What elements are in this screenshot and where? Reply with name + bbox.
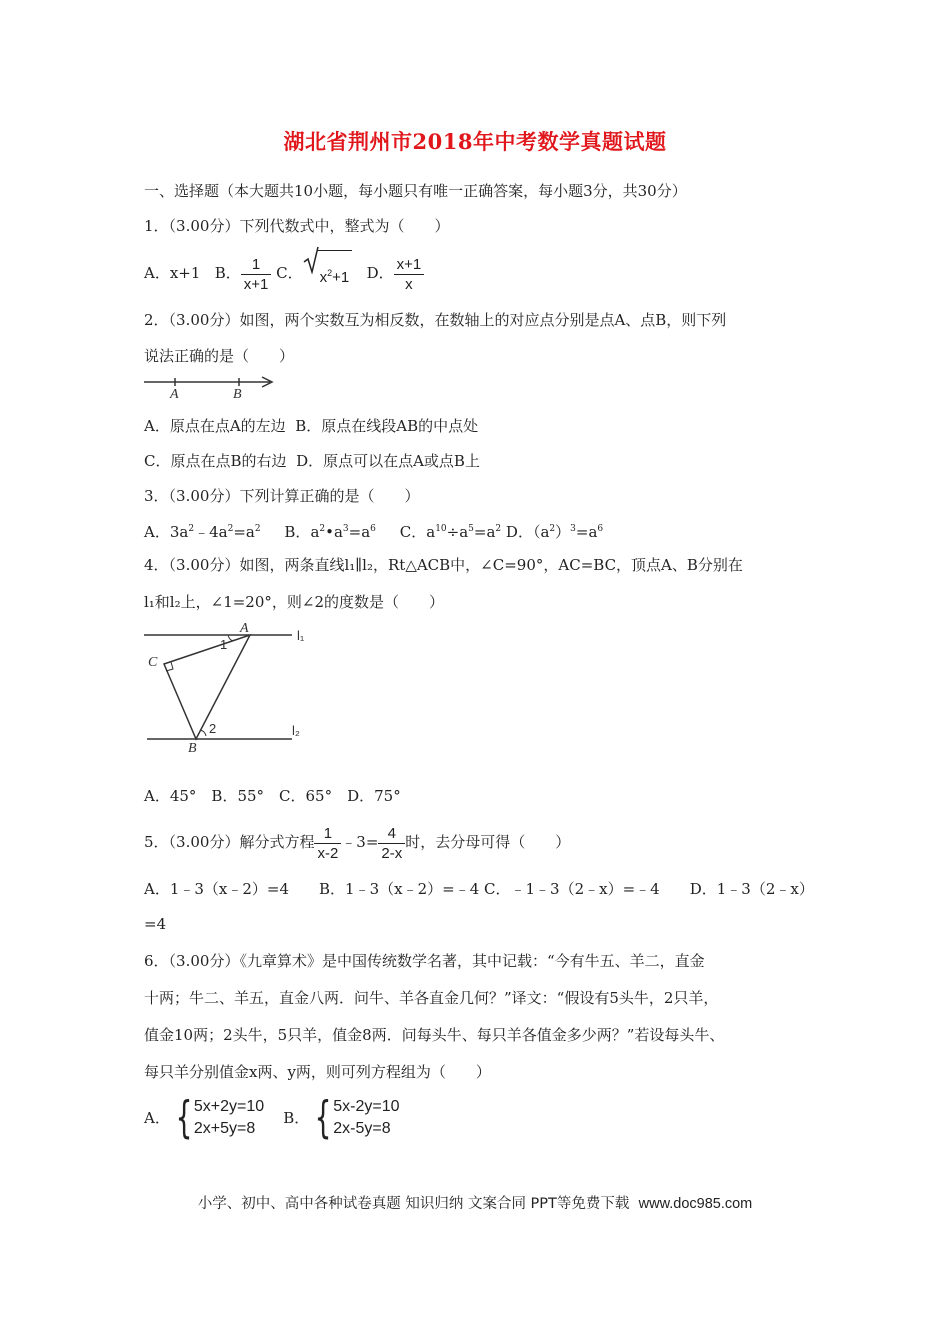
q1-option-d-fraction: $\frac{x+1}{x}$ <box>394 256 425 293</box>
angle-1-label: 1 <box>220 637 228 652</box>
q2-option-a: A．原点在点A的左边 <box>144 417 286 435</box>
question-4-line2: l₁和l₂上，∠1=20°，则∠2的度数是（ ） <box>144 593 445 611</box>
footer-url[interactable]: www.doc985.com <box>638 1196 753 1212</box>
q1-option-c-label: C． <box>276 264 303 282</box>
brace-icon: { <box>175 1092 193 1143</box>
question-2-options-row2 <box>144 451 480 471</box>
question-2-line1: 2．（3.00分）如图，两个实数互为相反数，在数轴上的对应点分别是点A、点B，则下列 <box>144 311 727 329</box>
q5-fraction-1: $\frac{1}{x-2}$ <box>314 825 341 862</box>
question-2-options-row1 <box>144 416 478 436</box>
line-l1-label: l₁ <box>297 628 305 643</box>
q1-option-b-label: B． <box>214 264 241 282</box>
page-footer <box>0 1192 950 1213</box>
q1-option-c-sqrt: $x^2+1$ <box>303 250 353 298</box>
question-4-options: A．45° B．55° C．65° D．75° <box>144 787 401 805</box>
question-6-line1: 6．（3.00分）《九章算术》是中国传统数学名著，其中记载：“今有牛五、羊二，直金 <box>144 952 705 970</box>
question-2-line2: 说法正确的是（ ） <box>144 347 295 365</box>
q1-option-b-fraction: $\frac{1}{x+1}$ <box>241 256 272 293</box>
section-heading: 一、选择题（本大题共10小题，每小题只有唯一正确答案，每小题3分，共30分） <box>144 182 687 200</box>
vertex-b-label: B <box>188 741 197 756</box>
question-5-stem: 5．（3.00分）解分式方程 $\frac{1}{x-2}$ ﹣3= $\frac{4}{2-x}$ 时，去分母可得（ ） <box>144 824 571 862</box>
question-1-stem: 1．（3.00分）下列代数式中，整式为（ ） <box>144 217 450 235</box>
vertex-c-label: C <box>148 655 158 670</box>
question-6-line2: 十两；牛二、羊五，直金八两．问牛、羊各直金几何？”译文：“假设有5头牛，2只羊， <box>144 989 719 1007</box>
footer-text: 小学、初中、高中各种试卷真题 知识归纳 文案合同 PPT等免费下载 <box>197 1196 630 1212</box>
question-6-line4: 每只羊分别值金x两、y两，则可列方程组为（ ） <box>144 1063 491 1081</box>
point-a-label: A <box>170 387 179 402</box>
line-l2-label: l₂ <box>292 723 300 738</box>
question-1-options <box>144 250 424 298</box>
question-5-options-line1: A．1﹣3（x﹣2）=4 B．1﹣3（x﹣2）=﹣4 C．﹣1﹣3（2﹣x）=﹣4 D．1﹣3（2﹣x） <box>144 880 814 898</box>
q1-option-d-label: D． <box>366 264 394 282</box>
question-3-stem: 3．（3.00分）下列计算正确的是（ ） <box>144 487 420 505</box>
brace-icon: { <box>314 1092 332 1143</box>
question-3-options: A．$3a^2﹣4a^2=a^2$ B．$a^2•a^3=a^6$ C．$a^{10}\div a^5=a^2$ D．$(a^2)^3=a^6$ <box>144 523 604 541</box>
point-b-label: B <box>233 387 242 402</box>
q2-option-c: C．原点在点B的右边 <box>144 452 287 470</box>
q5-fraction-2: $\frac{4}{2-x}$ <box>378 825 405 862</box>
question-4-line1: 4．（3.00分）如图，两条直线l₁∥l₂，Rt△ACB中，∠C=90°，AC=BC，顶点A、B分别在 <box>144 556 743 574</box>
question-5-options-line2: =4 <box>144 915 167 933</box>
sqrt-sign-icon <box>303 246 319 274</box>
q1-option-a: A．x+1 <box>144 264 201 282</box>
page-title: 湖北省荆州市2018年中考数学真题试题 <box>283 129 667 154</box>
q6-option-a-system: 5x+2y=10 2x+5y=8 <box>193 1098 265 1137</box>
vertex-a-label: A <box>240 621 249 636</box>
angle-2-label: 2 <box>209 721 217 736</box>
question-6-line3: 值金10两；2头牛，5只羊，值金8两．问每头牛、每只羊各值金多少两？”若设每头牛、 <box>144 1026 725 1044</box>
q6-option-b-system: 5x-2y=10 2x-5y=8 <box>333 1098 400 1137</box>
triangle-figure <box>142 618 312 758</box>
q2-option-b: B．原点在线段AB的中点处 <box>295 417 479 435</box>
question-6-options: A． { 5x+2y=10 2x+5y=8 B． {5x-2y=10 2x-5y=8 <box>144 1092 400 1143</box>
number-line-figure <box>142 372 277 402</box>
q2-option-d: D．原点可以在点A或点B上 <box>296 452 480 470</box>
